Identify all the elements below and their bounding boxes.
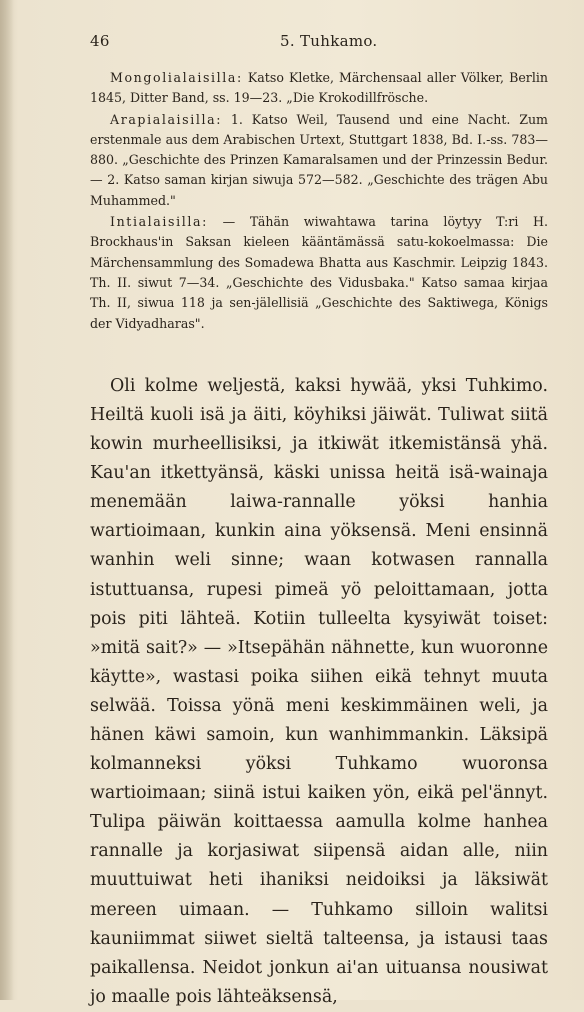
note-text: — Tähän wiwahtawa tarina löytyy T:ri H. Brockhaus'in Saksan kieleen kääntämässä satu-kokoelmassa: Die Märchensammlung des Somadewa Bhatta aus Kaschmir. Leipzig 1843. Th. II. siwut 7—34. „Geschichte des Vidusbaka." Katso samaa kirjaa Th. II, siwua 118 ja sen-jälellisiä „Geschichte des Saktiwega, Königs der Vidyadharas". (90, 214, 548, 331)
running-head: 5. Tuhkamo. (280, 32, 378, 50)
gutter-shadow (0, 0, 14, 1000)
note-arabian (90, 110, 548, 211)
note-text: Katso Kletke, Märchensaal aller Völker, Berlin 1845, Ditter Band, ss. 19—23. „Die Krokodillfrösche. (90, 70, 548, 106)
note-text: 1. Katso Weil, Tausend und eine Nacht. Zum erstenmale aus dem Arabischen Urtext, Stuttgart 1838, Bd. I.-ss. 783—880. „Geschichte des Prinzen Kamaralsamen und der Prinzessin Bedur. — 2. Katso saman kirjan siwuja 572—582. „Geschichte des trägen Abu Muhammed." (90, 111, 548, 208)
tale-paragraph: Oli kolme weljestä, kaksi hywää, yksi Tuhkimo. Heiltä kuoli isä ja äiti, köyhiksi jäiwät. Tuliwat siitä kowin murheellisiksi, ja itkiwät itkemistänsä yhä. Kau'an itkettyänsä, käski unissa heitä isä-wainaja menemään laiwa-rannalle yöksi hanhia wartioimaan, kunkin aina yöksensä. Meni ensinnä wanhin weli sinne; waan kotwasen rannalla istuttuansa, rupesi pimeä yö peloittamaan, jotta pois piti lähteä. Kotiin tulleelta kysyiwät toiset: »mitä sait?» — »Itsepähän nähnette, kun wuoronne käytte», wastasi poika siihen eikä tehnyt muuta selwää. Toissa yönä meni keskimmäinen weli, ja hänen käwi samoin, kun wanhimmankin. Läksipä kolmanneksi yöksi Tuhkamo wuoronsa wartioimaan; siinä istui kaiken yön, eikä pel'ännyt. Tulipa päiwän koittaessa aamulla kolme hanhea rannalle ja korjasiwat siipensä aidan alle, niin muuttuiwat heti ihaniksi neidoiksi ja läksiwät mereen uimaan. — Tuhkamo silloin walitsi kauniimmat siiwet sieltä talteensa, ja istausi taas paikallensa. Neidot jonkun ai'an uituansa nousiwat jo maalle pois lähteäksensä, (90, 375, 548, 1007)
source-notes (90, 68, 548, 334)
note-label: Mongolialaisilla: (110, 70, 243, 85)
note-label: Intialaisilla: (110, 214, 208, 230)
note-indian (90, 212, 548, 334)
note-mongolian (90, 68, 548, 109)
note-label: Arapialaisilla: (110, 111, 223, 127)
page-header (90, 28, 548, 58)
page-number: 46 (90, 32, 110, 50)
tale-body (90, 372, 548, 1012)
